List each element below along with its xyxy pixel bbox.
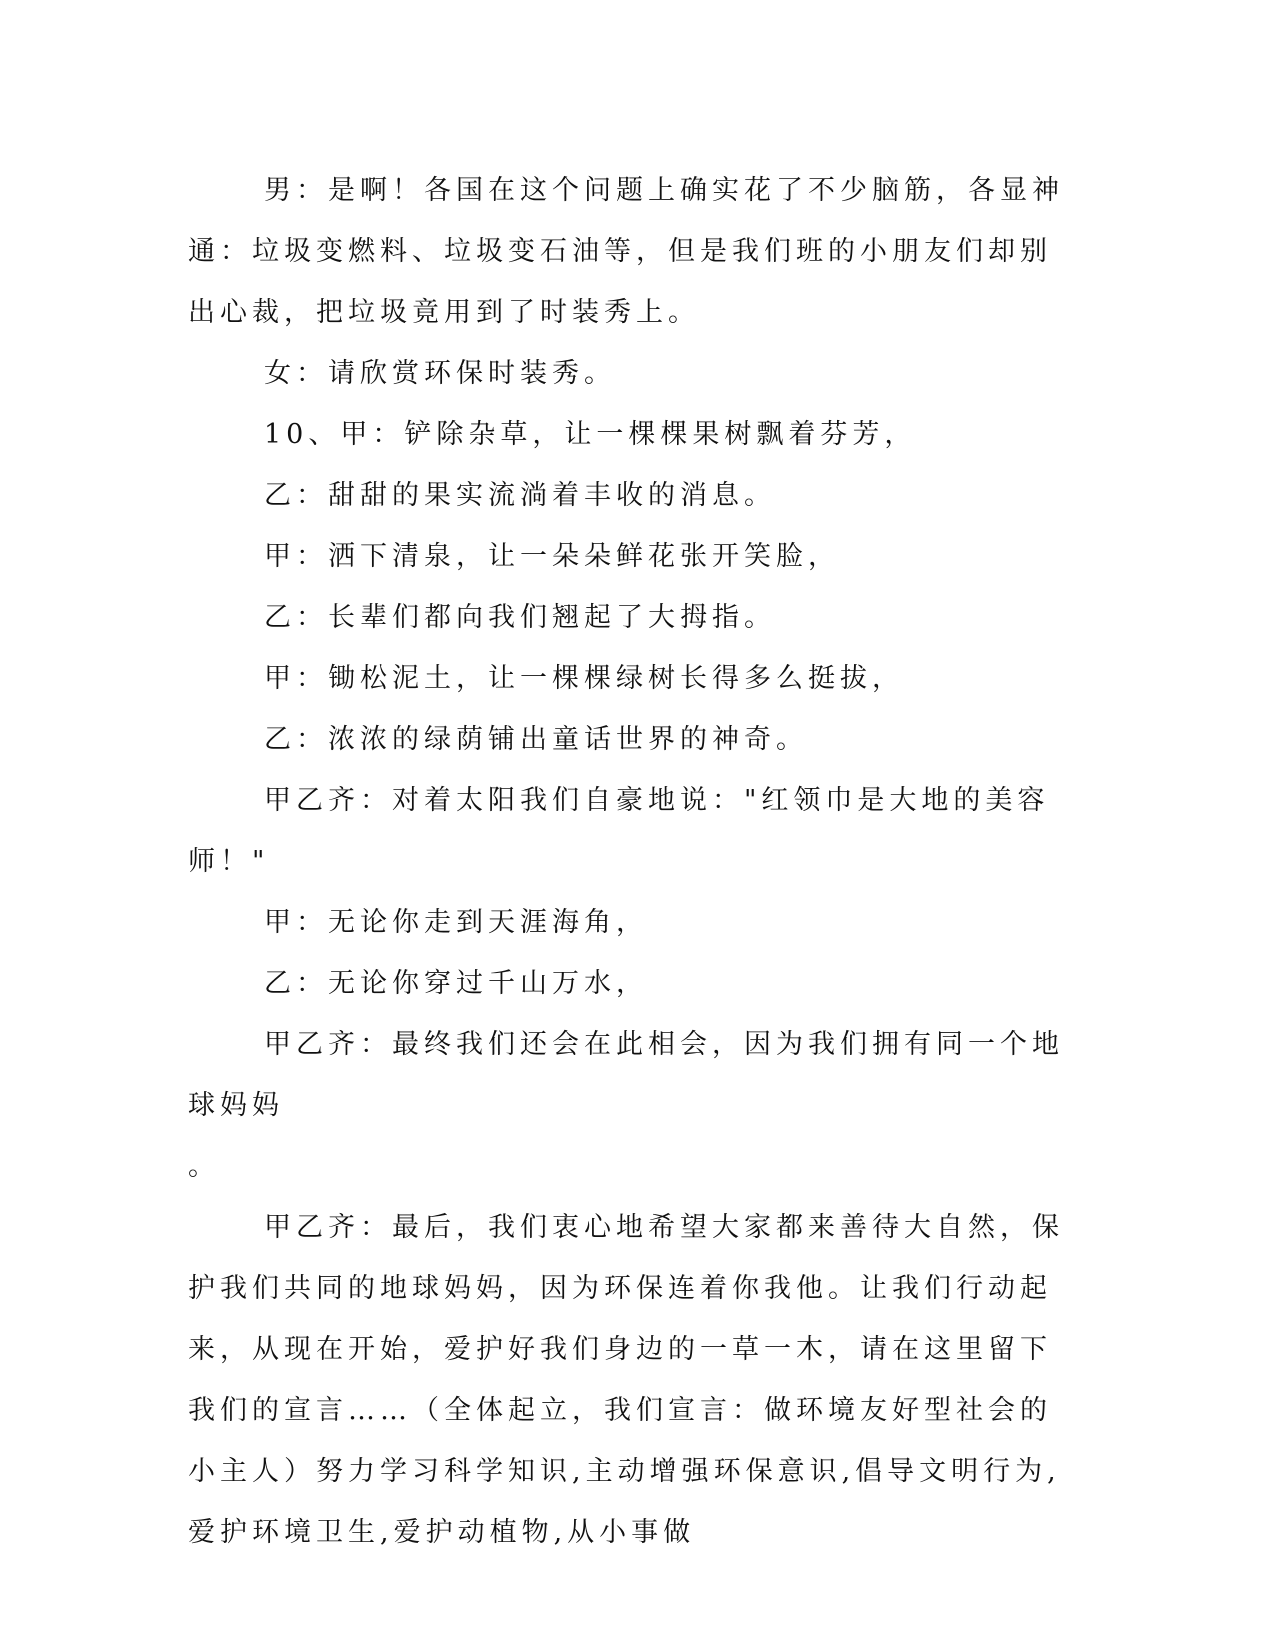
paragraph-14: 甲乙齐：最后，我们衷心地希望大家都来善待大自然，保护我们共同的地球妈妈，因为环保连着你我他。让我们行动起来，从现在开始，爱护好我们身边的一草一木，请在这里留下我们的宣言……（全体起立，我们宣言：做环境友好型社会的小主人）努力学习科学知识,主动增强环保意识,倡导文明行为,爱护环境卫生,爱护动植物,从小事做 <box>188 1212 1064 1548</box>
paragraph-1: 男：是啊！各国在这个问题上确实花了不少脑筋，各显神通：垃圾变燃料、垃圾变石油等，但是我们班的小朋友们却别出心裁，把垃圾竟用到了时装秀上。 <box>188 175 1064 328</box>
paragraph-6: 乙：长辈们都向我们翘起了大拇指。 <box>264 602 776 633</box>
paragraph-10: 甲：无论你走到天涯海角， <box>264 907 648 938</box>
paragraph-7: 甲：锄松泥土，让一棵棵绿树长得多么挺拔， <box>264 663 904 694</box>
paragraph-4: 乙：甜甜的果实流淌着丰收的消息。 <box>264 480 776 511</box>
document-body <box>188 160 1078 1563</box>
paragraph-2: 女：请欣赏环保时装秀。 <box>264 358 616 389</box>
paragraph-3: 10、甲：铲除杂草，让一棵棵果树飘着芬芳， <box>264 419 917 450</box>
paragraph-8: 乙：浓浓的绿荫铺出童话世界的神奇。 <box>264 724 808 755</box>
paragraph-5: 甲：洒下清泉，让一朵朵鲜花张开笑脸， <box>264 541 840 572</box>
paragraph-11: 乙：无论你穿过千山万水， <box>264 968 648 999</box>
paragraph-9: 甲乙齐：对着太阳我们自豪地说："红领巾是大地的美容师！" <box>188 785 1050 877</box>
paragraph-13: 。 <box>188 1151 220 1182</box>
paragraph-12: 甲乙齐：最终我们还会在此相会，因为我们拥有同一个地球妈妈 <box>188 1029 1064 1121</box>
